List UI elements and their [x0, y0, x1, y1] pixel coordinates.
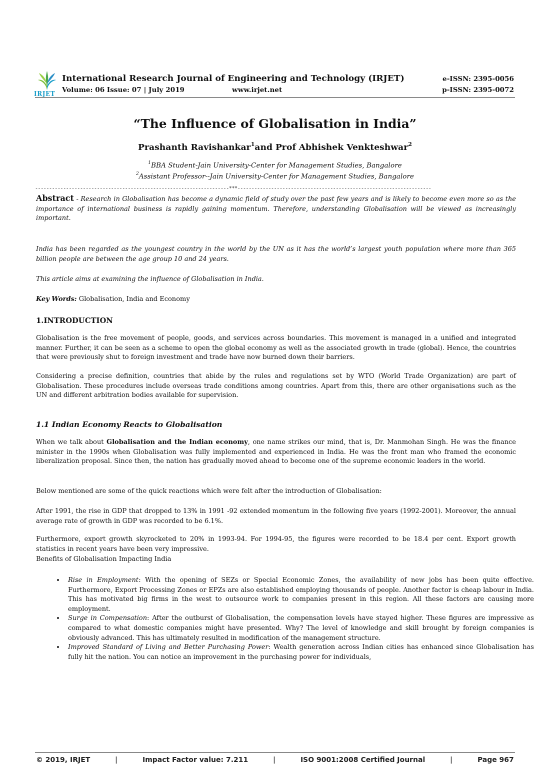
author-line [0, 142, 550, 153]
page-footer [36, 756, 514, 764]
author-2: and Prof Abhishek Venkteshwar [254, 142, 409, 153]
bullet-label: Rise in Employment [68, 576, 139, 584]
abstract-paragraph-3: This article aims at examining the influence of Globalisation in India. [36, 275, 264, 283]
aff-2-text: Assistant Professor--Jain University-Center for Management Studies, Bangalore [138, 172, 415, 181]
eissn: e-ISSN: 2395-0056 [442, 75, 514, 83]
footer-copyright: © 2019, IRJET [36, 756, 91, 764]
keywords-text: Globalisation, India and Economy [76, 295, 190, 303]
aff-2-sup: 2 [135, 172, 139, 177]
pissn: p-ISSN: 2395-0072 [442, 86, 514, 94]
intro-paragraph-1: Globalisation is the free movement of people, goods, and services across boundaries. This movement is managed in a unified and integrated manner. Further, it can be seen as a scheme to open the global economy as well as the associated growth in trade (global). Hence, the countries that were previously shut to foreign investment and trade have now burned down their barriers. [36, 334, 516, 362]
journal-website: www.irjet.net [232, 86, 283, 94]
list-item [68, 576, 534, 614]
abstract-text: - Research in Globalisation has become a dynamic field of study over the past few years and is likely to become even more so as the importance of international business is rapidly gaining momentum. Therefore, understanding Globalisation will be viewed as increasingly important. [36, 195, 516, 223]
s11-p1-emphasis: Globalisation and the Indian economy [106, 438, 248, 446]
abstract-label: Abstract [36, 193, 74, 203]
footer-page-number: Page 967 [477, 756, 514, 764]
footer-separator: | [273, 756, 276, 764]
irjet-logo-icon [36, 70, 58, 92]
logo-text: IRJET [34, 91, 56, 98]
journal-name: International Research Journal of Engineering and Technology (IRJET) [62, 74, 405, 84]
keywords-label: Key Words: [36, 295, 77, 303]
footer-impact-factor: Impact Factor value: 7.211 [142, 756, 249, 764]
bullet-text: : With the opening of SEZs or Special Economic Zones, the availability of new jobs has been quite effective. Furthermore, Export Processing Zones or EPZs are also established employing thousands of people. Another factor is cheap labour in India. This has motivated big firms in the west to outsource work to companies present in this region. All these factors are causing more employment. [68, 576, 534, 613]
bullet-label: Improved Standard of Living and Better Purchasing Power [68, 643, 269, 652]
volume-issue: Volume: 06 Issue: 07 | July 2019 [62, 86, 185, 94]
abstract-paragraph-2: India has been regarded as the youngest country in the world by the UN as it has the world’s largest youth population where more than 365 billion people are between the age group 10 and 24 years. [36, 245, 516, 263]
section-1-1-paragraph-5: Benefits of Globalisation Impacting India [36, 555, 172, 563]
section-1-1-paragraph-2: Below mentioned are some of the quick reactions which were felt after the introduction of Globalisation: [36, 487, 382, 495]
aff-1-sup: 1 [148, 161, 152, 166]
footer-separator: | [115, 756, 118, 764]
paper-title: “The Influence of Globalisation in India” [133, 116, 417, 131]
bullet-text: : After the outburst of Globalisation, the compensation levels have stayed higher. These figures are impressive as compared to what domestic companies might have presented. Why? The level of knowledge and skill brought by foreign companies is obviously advanced. This has ultimately resulted in modification of the management structure. [68, 614, 534, 642]
bullet-text: : Wealth generation across Indian cities has enhanced since Globalisation has fully hit the nation. You can notice an improvement in the purchasing power for individuals, [68, 643, 534, 661]
author-1-sup: 1 [250, 142, 255, 148]
keywords-line [36, 295, 516, 305]
s11-p1-a: When we talk about [36, 438, 107, 446]
section-1-1-paragraph-4: Furthermore, export growth skyrocketed to 20% in 1993-94. For 1994-95, the figures were recorded to be 18.4 per cent. Export growth statistics in recent years have been very impressive. [36, 535, 516, 553]
affiliation-2 [0, 172, 550, 180]
list-item [68, 614, 534, 643]
intro-paragraph-2: Considering a precise definition, countries that abide by the rules and regulations set by WTO (World Trade Organization) are part of Globalisation. These procedures include overseas trade conditions among countries. Apart from this, there are other organisations such as the UN and different arbitration bodies available for supervision. [36, 372, 516, 400]
intro-heading: 1.INTRODUCTION [36, 316, 113, 325]
section-1-1-heading: 1.1 Indian Economy Reacts to Globalisation [36, 420, 223, 429]
section-separator: ---------------------------------------------------------------------***--------------------------------------------------------------------- [35, 186, 432, 192]
benefits-list [50, 576, 534, 662]
aff-1-text: BBA Student-Jain University-Center for Management Studies, Bangalore [151, 161, 402, 170]
footer-iso: ISO 9001:2008 Certified Journal [300, 756, 426, 764]
header-rule [35, 97, 515, 98]
list-item [68, 643, 534, 662]
bullet-label: Surge in Compensation [68, 614, 148, 623]
section-1-1-paragraph-3: After 1991, the rise in GDP that dropped to 13% in 1991 -92 extended momentum in the following five years (1992-2001). Moreover, the annual average rate of growth in GDP was recorded to be 6.1%. [36, 507, 516, 525]
s11-p1-c: , one name strikes our mind, that is, Dr. Manmohan Singh. He was the finance minister in the 1990s when Globalisation was fully implemented and experienced in India. He was the front man who framed the economic liberalization proposal. Since then, the nation has gradually moved ahead to become one of the supreme economic leaders in the world. [36, 438, 517, 466]
author-2-sup: 2 [408, 142, 412, 148]
section-1-1-paragraph-1 [36, 438, 516, 467]
footer-separator: | [450, 756, 453, 764]
footer-rule [35, 752, 515, 753]
abstract-paragraph [36, 194, 516, 224]
affiliation-1 [0, 161, 550, 169]
author-1: Prashanth Ravishankar [138, 142, 251, 153]
